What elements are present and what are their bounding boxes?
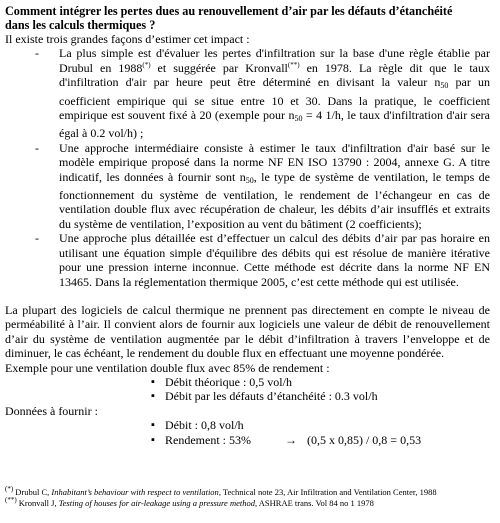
paragraph-software: La plupart des logiciels de calcul thermique ne prennent pas directement en compte le niveau de perméabilité à l’air. Il convient alors de fournir aux logiciels une valeur de débit de renouvellement d’air du système de ventilation augmentée par le débit d’infiltration à travers l’enveloppe et de diminuer, le cas échéant, le rendement du double flux en effectuant une moyenne pondérée. — [5, 302, 490, 361]
n50-subscript: 50 — [294, 114, 303, 124]
approaches-list — [5, 46, 490, 289]
reference-1-source: , Technical note 23, Air Infiltration and Ventilation Center, 1988 — [218, 486, 437, 497]
approach-1-part-4: par un coefficient empirique qui se situe entre 10 et 30. Dans la pratique, le coefficient empirique est souvent fixé à 20 (exemple pour n — [59, 75, 491, 123]
rendement-calculation — [285, 433, 421, 447]
example-list — [5, 375, 490, 404]
approach-item-3: - Une approche plus détaillée est d’effectuer un calcul des débits d’air par pas horaire en utilisant une équation simple d'équilibre des débits qui est résolue de manière itérative pour une pression interne inconnue. Cette méthode est décrite dans la norme NF EN 13465. Dans la réglementation thermique 2005, c’est cette méthode qui est utilisée. — [35, 231, 490, 289]
approach-1-part-1: La plus simple est d'évaluer les pertes d'infiltration sur la base d'une règle établie par Drubul en 1988 — [59, 46, 490, 75]
reference-1-title: Inhabitant’s behaviour with respect to ventilation — [51, 486, 219, 497]
data-item-rendement — [151, 433, 490, 447]
intro-text: Il existe trois grandes façons d’estimer cet impact : — [5, 32, 250, 46]
approach-item-2 — [35, 141, 490, 231]
approach-1-part-5: = 4 1/h, le taux d'infiltration d'air sera égal à 0.2 vol/h) ; — [59, 108, 491, 141]
reference-1-mark: (*) — [5, 485, 14, 494]
reference-1 — [5, 487, 490, 498]
approach-1-part-2: et suggérée par Kronvall — [150, 60, 288, 75]
data-list — [5, 418, 490, 447]
reference-2 — [5, 498, 490, 509]
title-line-2: dans les calculs thermiques ? — [5, 18, 156, 32]
arrow-right-icon: → — [284, 432, 297, 447]
approach-2-part-2: , le type de système de ventilation, le temps de fonctionnement du système de ventilation, le rendement de l’échangeur en cas de ventilation double flux avec récupération de chaleur, les débits d’air insufflés et extraits du système de ventilation, l’exposition au vent du bâtiment (2 coefficients); — [59, 169, 490, 231]
reference-2-source: , ASHRAE trans. Vol 84 no 1 1978 — [254, 497, 374, 508]
footnote-mark-2: (**) — [287, 60, 300, 69]
approach-item-1 — [35, 46, 490, 140]
reference-2-author: Kronvall J, — [16, 497, 59, 508]
n50-subscript: 50 — [440, 81, 449, 91]
reference-1-author: Drubul C, — [13, 486, 52, 497]
approach-1-part-3: en 1978. La règle dit que le taux d'infiltration d'air par heure peut être déterminé en divisant la valeur n — [59, 60, 490, 90]
example-item-theoretical: ▪ Débit théorique : 0,5 vol/h — [151, 375, 490, 389]
references — [5, 487, 490, 509]
document-title — [5, 4, 490, 32]
rendement-label: Rendement : 53% — [165, 432, 251, 447]
footnote-mark-1: (*) — [142, 60, 151, 69]
data-item-debit: ▪ Débit : 0,8 vol/h — [151, 418, 490, 432]
reference-2-mark: (**) — [5, 496, 17, 505]
example-item-leakage: ▪ Débit par les défauts d’étanchéité : 0.3 vol/h — [151, 389, 490, 403]
calc-formula: (0,5 x 0,85) / 0,8 = 0,53 — [306, 432, 422, 447]
n50-subscript: 50 — [245, 175, 254, 185]
example-label: Exemple pour une ventilation double flux avec 85% de rendement : — [5, 360, 330, 375]
approach-2-part-1: Une approche intermédiaire consiste à estimer le taux d'infiltration d'air basé sur le modèle empirique proposé dans la norme NF EN ISO 13790 : 2004, annexe G. A titre indicatif, les données à fournir sont n — [59, 140, 490, 184]
reference-2-title: Testing of houses for air-leakage using a pressure method — [58, 497, 255, 508]
title-line-1: Comment intégrer les pertes dues au renouvellement d’air par les défauts d’étanchéité — [5, 4, 453, 18]
data-label: Données à fournir : — [5, 403, 98, 418]
